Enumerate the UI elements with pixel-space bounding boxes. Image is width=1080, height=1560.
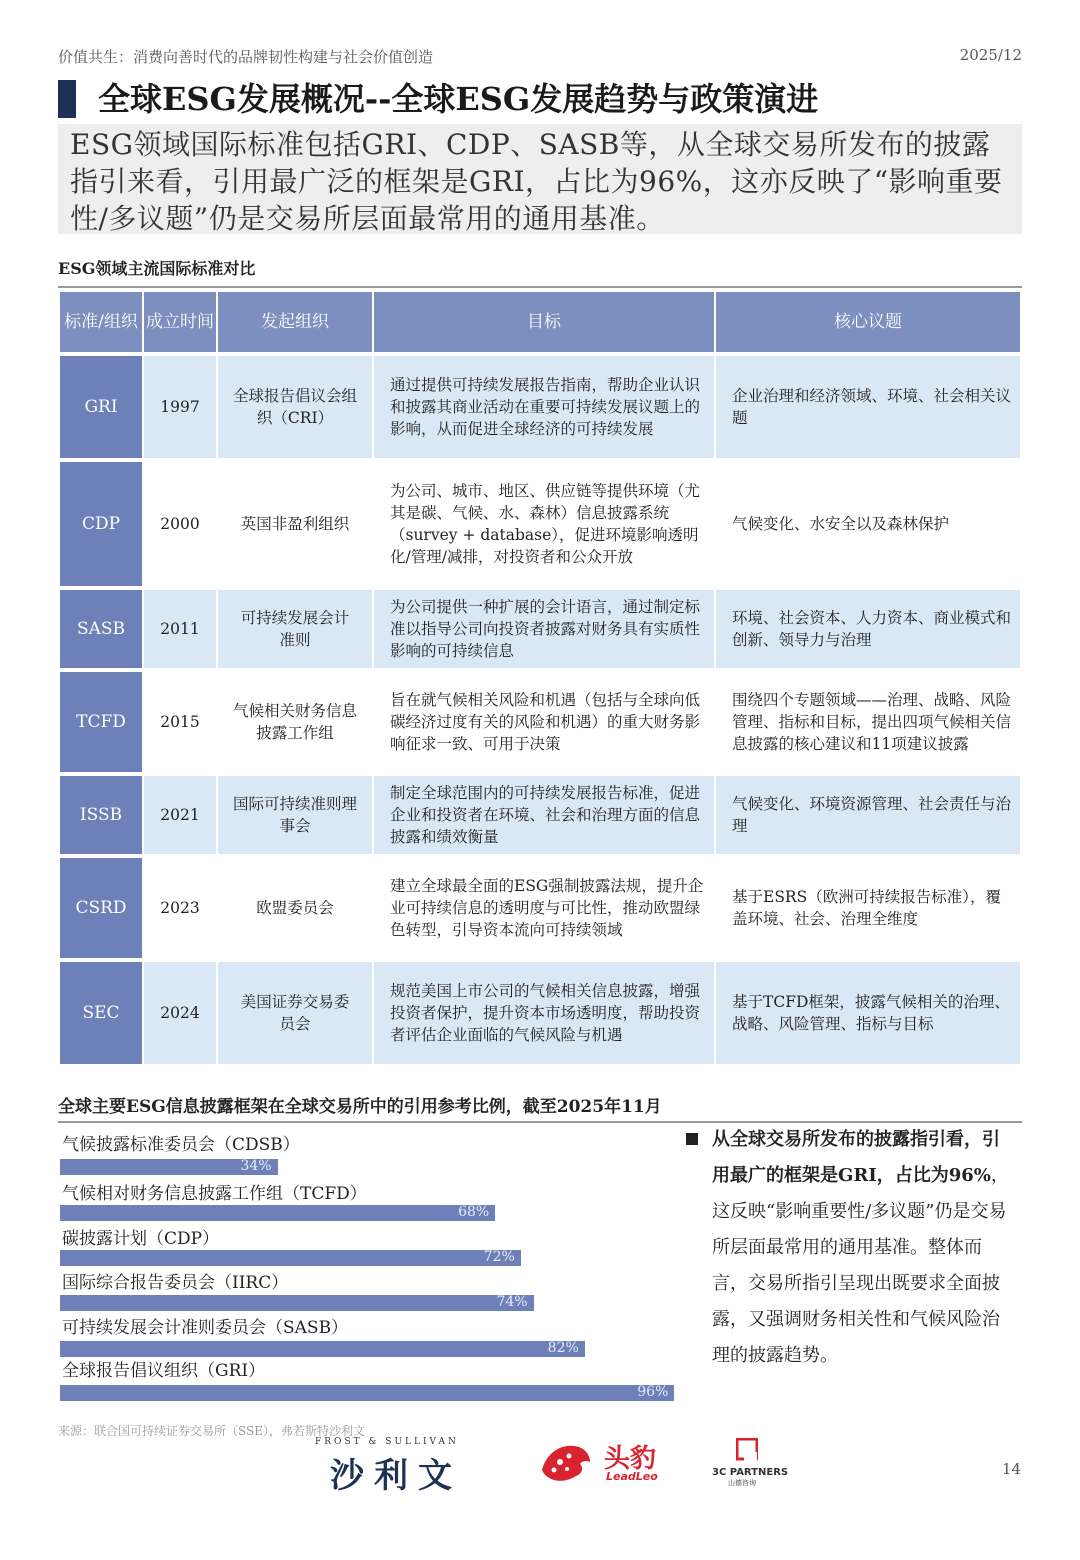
bar-value-label: 74%: [496, 1294, 528, 1310]
caption-divider: [58, 286, 1022, 288]
table-cell-org: 国际可持续准则理事会: [218, 776, 372, 854]
bar-value-label: 72%: [483, 1249, 515, 1265]
bar-category-label: 气候相对财务信息披露工作组（TCFD）: [62, 1184, 367, 1204]
table-cell-topics: 气候变化、环境资源管理、社会责任与治理: [716, 776, 1020, 854]
bar: [60, 1250, 521, 1266]
table-cell-goal: 建立全球最全面的ESG强制披露法规，提升企业可持续信息的透明度与可比性，推动欧盟绿色转型，引导资本流向可持续领域: [390, 877, 704, 939]
report-date: 2025/12: [959, 46, 1022, 64]
table-cell-org: 气候相关财务信息披露工作组: [232, 702, 357, 742]
report-subtitle: 价值共生：消费向善时代的品牌韧性构建与社会价值创造: [58, 48, 434, 66]
bar: [60, 1341, 585, 1357]
3c-partners-logo-sub: 山德咨询: [728, 1479, 756, 1487]
bar-category-label: 气候披露标准委员会（CDSB）: [62, 1135, 300, 1155]
table-cell-org: 全球报告倡议会组织（CRI）: [218, 356, 372, 458]
table-cell-topics: 环境、社会资本、人力资本、商业模式和创新、领导力与治理: [716, 590, 1020, 668]
bar-category-label: 碳披露计划（CDP）: [62, 1229, 220, 1249]
summary-note-bold: 从全球交易所发布的披露指引看，引用最广的框架是GRI，占比为96%: [712, 1129, 1000, 1186]
bar-value-label: 34%: [240, 1158, 272, 1174]
bar: [60, 1205, 495, 1221]
summary-note: [712, 1122, 1012, 1374]
table-cell-topics: 企业治理和经济领域、环境、社会相关议题: [716, 356, 1020, 458]
table-cell-year: 1997: [144, 356, 216, 458]
table-row-label: CDP: [60, 462, 142, 586]
title-accent-bar: [58, 80, 76, 118]
table-cell-topics: 气候变化、水安全以及森林保护: [732, 515, 950, 533]
table-row-label: SEC: [60, 962, 142, 1064]
lead-box: [58, 124, 1022, 234]
table-header-cell: 目标: [374, 292, 714, 352]
bullet-square-icon: [686, 1133, 698, 1145]
3c-partners-logo: 3C PARTNERS: [712, 1467, 789, 1478]
table-cell-topics: 基于TCFD框架，披露气候相关的治理、战略、风险管理、指标与目标: [716, 962, 1020, 1064]
frost-sullivan-logo: 沙利文: [330, 1456, 462, 1496]
table-cell-year: 2024: [144, 962, 216, 1064]
leadleo-logo-sub: LeadLeo: [606, 1470, 658, 1483]
bar-value-label: 68%: [458, 1204, 490, 1220]
bar: [60, 1159, 278, 1175]
table-row-label: CSRD: [60, 858, 142, 958]
table-cell-org: 美国证券交易委员会: [218, 962, 372, 1064]
frost-sullivan-logo-caption: FROST & SULLIVAN: [315, 1437, 459, 1447]
table-cell-year: 2011: [144, 590, 216, 668]
table-caption: ESG领域主流国际标准对比: [58, 259, 256, 278]
table-cell-org: 可持续发展会计准则: [218, 590, 372, 668]
table-row-label: TCFD: [60, 672, 142, 772]
bar-value-label: 96%: [637, 1384, 669, 1400]
summary-note-text: ，这反映“影响重要性/多议题”仍是交易所层面最常用的通用基准。整体而言，交易所指引呈现出既要求全面披露，又强调财务相关性和气候风险治理的披露趋势。: [712, 1165, 1009, 1366]
table-header-cell: 标准/组织: [60, 292, 142, 352]
table-row-label: SASB: [60, 590, 142, 668]
table-row-label: ISSB: [60, 776, 142, 854]
table-cell-goal: 规范美国上市公司的气候相关信息披露，增强投资者保护，提升资本市场透明度，帮助投资者评估企业面临的气候风险与机遇: [374, 962, 714, 1064]
table-cell-year: 2015: [160, 713, 200, 731]
page-title: 全球ESG发展概况--全球ESG发展趋势与政策演进: [98, 80, 819, 118]
table-cell-goal: 旨在就气候相关风险和机遇（包括与全球向低碳经济过度有关的风险和机遇）的重大财务影响征求一致、可用于决策: [390, 691, 701, 753]
table-cell-year: 2021: [144, 776, 216, 854]
table-row-label: GRI: [60, 356, 142, 458]
page-number: 14: [1002, 1460, 1022, 1478]
table-cell-year: 2000: [160, 515, 200, 533]
source-note: 来源：联合国可持续证券交易所（SSE），弗若斯特沙利文: [58, 1424, 365, 1438]
table-header-cell: 发起组织: [218, 292, 372, 352]
report-header: [58, 46, 1022, 72]
table-cell-org: 欧盟委员会: [256, 899, 334, 917]
table-cell-topics: 基于ESRS（欧洲可持续报告标准），覆盖环境、社会、治理全维度: [732, 888, 1001, 928]
bar-category-label: 可持续发展会计准则委员会（SASB）: [62, 1318, 349, 1338]
leadleo-logo: 头豹: [604, 1444, 657, 1474]
lead-text: ESG领域国际标准包括GRI、CDP、SASB等，从全球交易所发布的披露指引来看，引用最广泛的框架是GRI，占比为96%，这亦反映了“影响重要性/多议题”仍是交易所层面最常用的通用基准。: [70, 128, 1003, 235]
table-cell-goal: 为公司提供一种扩展的会计语言，通过制定标准以指导公司向投资者披露对财务具有实质性影响的可持续信息: [374, 590, 714, 668]
bar-category-label: 国际综合报告委员会（IIRC）: [62, 1273, 289, 1293]
3c-partners-logo-icon: [736, 1438, 758, 1464]
leopard-logo-icon: [540, 1440, 592, 1484]
table-header-cell: 成立时间: [144, 292, 216, 352]
chart-title: 全球主要ESG信息披露框架在全球交易所中的引用参考比例，截至2025年11月: [58, 1097, 662, 1117]
table-cell-org: 英国非盈利组织: [240, 515, 350, 533]
table-cell-goal: 为公司、城市、地区、供应链等提供环境（尤其是碳、气候、水、森林）信息披露系统（survey + database），促进环境影响透明化/管理/减排，对投资者和公众开放: [390, 482, 701, 566]
bar-value-label: 82%: [547, 1340, 579, 1356]
bar-category-label: 全球报告倡议组织（GRI）: [62, 1361, 266, 1381]
table-cell-goal: 制定全球范围内的可持续发展报告标准，促进企业和投资者在环境、社会和治理方面的信息披露和绩效衡量: [374, 776, 714, 854]
table-cell-year: 2023: [160, 899, 200, 917]
table-cell-goal: 通过提供可持续发展报告指南，帮助企业认识和披露其商业活动在重要可持续发展议题上的影响，从而促进全球经济的可持续发展: [374, 356, 714, 458]
bar: [60, 1295, 534, 1311]
table-header-cell: 核心议题: [716, 292, 1020, 352]
table-cell-topics: 围绕四个专题领域——治理、战略、风险管理、指标和目标，提出四项气候相关信息披露的核心建议和11项建议披露: [732, 691, 1012, 753]
bar: [60, 1385, 674, 1401]
